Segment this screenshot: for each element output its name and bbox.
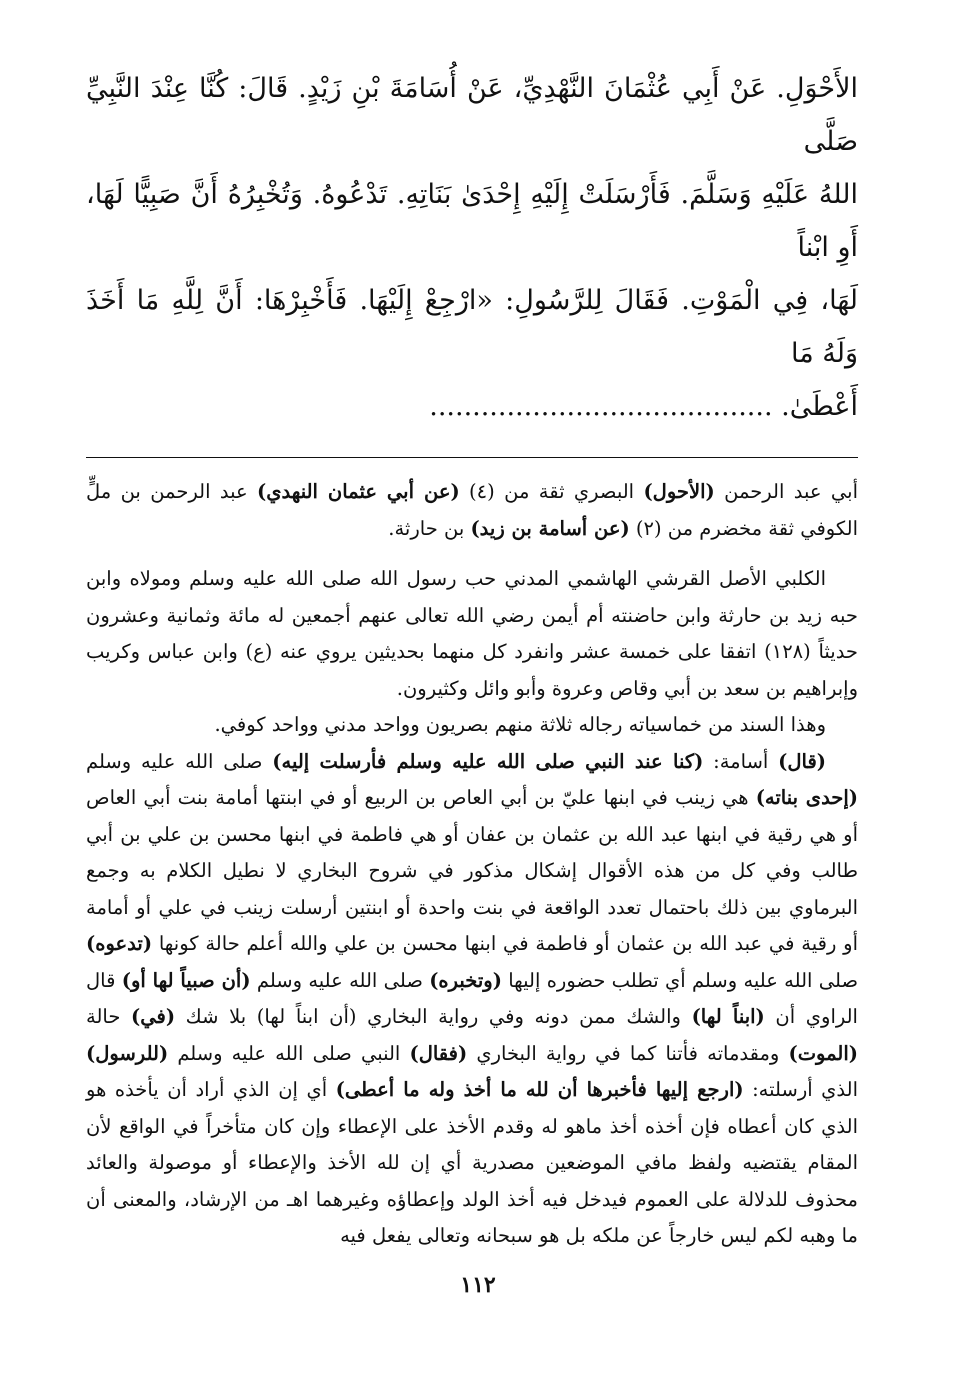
commentary-paragraph-1 (86, 474, 858, 547)
bold-term: (وتخبره) (429, 968, 502, 992)
text-run: الذي أرسلته: (743, 1078, 859, 1101)
text-run: أسامة: (703, 749, 779, 773)
hadith-line: الأَحْوَلِ. عَنْ أَبِي عُثْمَانَ النَّهْدِيِّ، عَنْ أُسَامَةَ بْنِ زَيْدٍ. قَالَ: كُنَّا عِنْدَ النَّبِيِّ صَلَّى (86, 73, 858, 157)
hadith-text (86, 62, 858, 433)
bold-term: (تدعوه) (86, 932, 153, 955)
hadith-line-end: أَعْطَىٰ. (781, 391, 858, 422)
bold-term: (للرسول) (86, 1041, 169, 1065)
commentary-paragraph-2: الكلبي الأصل القرشي الهاشمي المدني حب رسول الله صلى الله عليه وسلم ومولاه وابن حبه زيد بن حارثة وابن حاضنته أم أيمن رضي الله تعالى عنهم أجمعين له مائة وثمانية وعشرون حديثاً (١٢٨) اتفقا على خمسة عشر وانفرد كل منهما بحديثين يروي عنه (ع) وابن عباس وكريب وإبراهيم بن سعد بن أبي وقاص وعروة وأبو وائل وكثيرون. (86, 567, 858, 700)
text-run: صلى الله عليه وسلم (86, 749, 273, 773)
text-run: هي زينب في ابنها عليّ بن أبي العاص بن الربيع أو في ابنتها أمامة بنت أبي العاص أو هي رقية في ابنها عبد الله بن عثمان بن عفان أو هي فاطمة في ابنها محسن بن علي بن أبي طالب وفي كل من هذه الأقوال إشكال مذكور في شروح البخاري لا نطيل الكلام به وجمع البرماوي بين ذلك باحتمال تعدد الواقعة في بنت واحدة أو ابنتين أرسلت زينب في علي أو أمامة أو رقية في عبد الله بن عثمان أو فاطمة في ابنها محسن بن علي والله أعلم حالة كونها (86, 786, 858, 955)
commentary (86, 474, 858, 1255)
bold-term: (كنا عند النبي صلى الله عليه وسلم فأرسلت إليه) (272, 749, 704, 773)
commentary-paragraph-3: وهذا السند من خماسياته رجاله ثلاثة منهم بصريون وواحد مدني وواحد كوفي. (214, 713, 826, 736)
text-run: ومقدماته فأتنا كما في رواية البخاري (467, 1041, 789, 1065)
text-run: البصري ثقة من (٤) (459, 480, 644, 503)
bold-term: (الموت) (788, 1041, 858, 1065)
hadith-line: اللهُ عَلَيْهِ وَسَلَّمَ. فَأَرْسَلَتْ إِلَيْهِ إِحْدَىٰ بَنَاتِهِ. تَدْعُوهُ. وَتُخْبِرُهُ أَنَّ صَبِيًّا لَهَا، أَوِ ابْناً (86, 179, 858, 263)
page-number: ١١٢ (460, 1272, 496, 1298)
bold-term: (الأحول) (643, 480, 715, 503)
text-run: أبي عبد الرحمن (714, 480, 858, 503)
bold-term: (أن صبياً لها أو) (121, 968, 251, 992)
bold-term: (ابناً لها) (691, 1005, 765, 1028)
bold-term: (عن أبي عثمان النهدي) (257, 480, 460, 503)
text-run: قال الراوي أن (86, 968, 858, 1028)
text-run: أي إن الذي أراد أن يأخذه هو الذي كان أعطاه فإن أخذه أخذ ماهو له وقدم الأخذ على الإعطاء وإن كان متأخراً في الواقع لأن المقام يقتضيه ولفظ مافي الموضعين مصدرية أي إن لله الأخذ والإعطاء أو موصولة والعائد محذوف للدلالة على العموم فيدخل فيه أخذ الولد وإعطاؤه وغيرهما اهـ من الإرشاد، والمعنى أن ما وهبه لكم ليس خارجاً عن ملكه بل هو سبحانه وتعالى يفعل فيه (86, 1078, 858, 1247)
bold-term: (عن أسامة بن زيد) (470, 516, 630, 540)
bold-term: (قال) (778, 749, 826, 773)
text-run: عبد الرحمن بن ملٍّ الكوفي ثقة مخضرم من (٢) (86, 480, 858, 540)
hadith-line-last (86, 380, 858, 433)
page (86, 62, 858, 1255)
hadith-line: لَهَا، فِي الْمَوْتِ. فَقَالَ لِلرَّسُولِ: «ارْجِعْ إِلَيْهَا. فَأَخْبِرْهَا: أَنَّ لِلَّهِ مَا أَخَذَ وَلَهُ مَا (86, 285, 858, 369)
commentary-paragraph-4 (86, 744, 858, 1255)
bold-term: (إحدى بناته) (755, 786, 858, 809)
dotted-leader: ........................................ (429, 391, 773, 422)
text-run: النبي صلى الله عليه وسلم (168, 1041, 410, 1065)
bold-term: (فقال) (409, 1041, 468, 1065)
text-run: حالة (86, 1005, 132, 1028)
footnote-divider (86, 457, 858, 458)
bold-term: (في) (131, 1005, 176, 1028)
text-run: والشك ممن دونه وفي رواية البخاري (أن ابناً لها) بلا شك (175, 1005, 692, 1028)
bold-term: (ارجع إليها فأخبرها أن لله ما أخذ وله ما أعطى) (335, 1078, 744, 1101)
text-run: بن حارثة. (388, 516, 471, 540)
text-run: صلى الله عليه وسلم أي تطلب حضوره إليها (501, 968, 858, 992)
text-run: صلى الله عليه وسلم (250, 968, 430, 992)
